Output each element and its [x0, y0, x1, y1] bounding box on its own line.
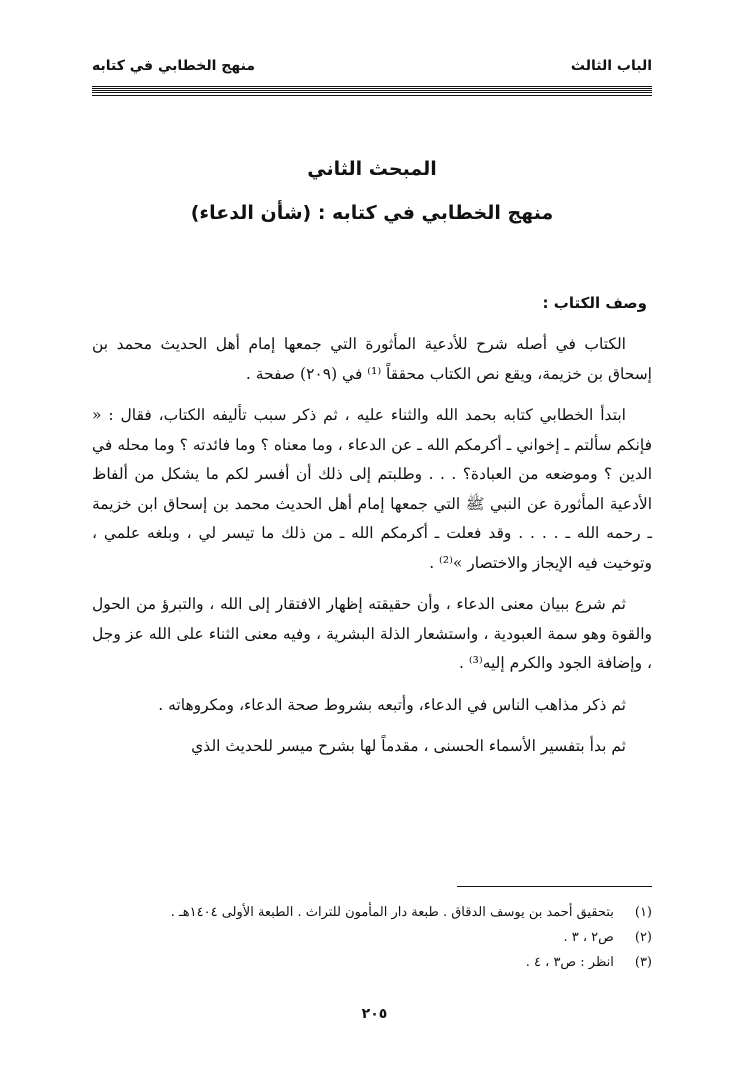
- book-title-label: منهج الخطابي في كتابه: [92, 58, 255, 74]
- footnote: [92, 950, 652, 975]
- footnote-number: (٣): [634, 955, 652, 970]
- paragraph: ثم شرع ببيان معنى الدعاء ، وأن حقيقته إظهار الافتقار إلى الله ، والتبرؤ من الحول والقوة وهو سمة العبودية ، واستشعار الذلة البشرية ، وفيه معنى الثناء على الله عز وجل ، وإضافة الجود والكرم إليه⁽³⁾ .: [92, 595, 652, 672]
- footnote: [92, 925, 652, 950]
- paragraph: ابتدأ الخطابي كتابه بحمد الله والثناء عليه ، ثم ذكر سبب تأليفه الكتاب، فقال : « فإنكم سألتم ـ إخواني ـ أكرمكم الله ـ عن الدعاء ، وما معناه ؟ وما فائدته ؟ وما محله في الدين ؟ وموضعه من العبادة؟ . . . وطلبتم إلى ذلك أن أفسر لكم ما يشكل من ألفاظ الأدعية المأثورة عن النبي ﷺ التي جمعها إمام أهل الحديث محمد بن إسحاق ابن خزيمة ـ رحمه الله ـ . . . . وقد فعلت ـ أكرمكم الله ـ من ذلك ما تيسر لي ، وبلغه علمي ، وتوخيت فيه الإيجاز والاختصار »⁽²⁾ .: [92, 406, 652, 572]
- footnote-text: انظر : ص٣ ، ٤ .: [525, 955, 614, 970]
- body-text: [92, 330, 652, 774]
- header-divider: [92, 86, 652, 94]
- footnote-number: (١): [634, 905, 652, 920]
- footnote-divider: [457, 886, 652, 887]
- paragraph: ثم ذكر مذاهب الناس في الدعاء، وأتبعه بشروط صحة الدعاء، ومكروهاته .: [158, 695, 626, 714]
- footnotes: [92, 900, 652, 975]
- footnote-text: بتحقيق أحمد بن يوسف الدقاق . طبعة دار المأمون للتراث . الطبعة الأولى ١٤٠٤هـ .: [170, 905, 614, 920]
- section-title: المبحث الثاني: [307, 158, 437, 180]
- paragraph: ثم بدأ بتفسير الأسماء الحسنى ، مقدماً لها بشرح ميسر للحديث الذي: [191, 737, 626, 755]
- section-subtitle: منهج الخطابي في كتابه : (شأن الدعاء): [190, 202, 554, 224]
- description-heading: وصف الكتاب :: [542, 294, 647, 312]
- footnote-text: ص٢ ، ٣ .: [563, 930, 614, 945]
- chapter-label: الباب الثالث: [570, 58, 652, 74]
- paragraph: الكتاب في أصله شرح للأدعية المأثورة التي جمعها إمام أهل الحديث محمد بن إسحاق بن خزيمة، ويقع نص الكتاب محققاً ⁽¹⁾ في (٢٠٩) صفحة .: [92, 335, 652, 383]
- page-number: ٢٠٥: [361, 1006, 388, 1022]
- footnote: [92, 900, 652, 925]
- footnote-number: (٢): [634, 930, 652, 945]
- running-header: [92, 58, 652, 80]
